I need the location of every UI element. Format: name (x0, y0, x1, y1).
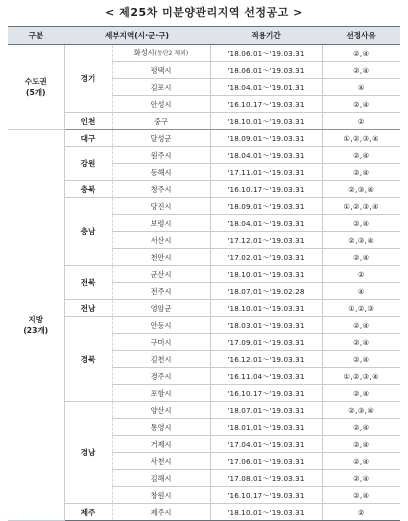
city-name: 김포시 (150, 82, 172, 92)
city-cell (112, 402, 210, 419)
header-region: 구분 (8, 27, 64, 45)
city-name: 화성시 (133, 48, 155, 57)
city-cell (112, 181, 210, 198)
header-reason: 선정사유 (322, 27, 400, 45)
city-name: 달성군 (150, 133, 172, 143)
table-row (8, 130, 400, 147)
period-cell: '17.12.01～'19.03.31 (210, 232, 322, 249)
reason-cell: ①,②,③,④ (322, 198, 400, 215)
city-cell (112, 96, 210, 113)
page-title: < 제25차 미분양관리지역 선정공고 > (105, 6, 303, 19)
period-cell: '18.04.01～'19.01.31 (210, 79, 322, 96)
city-name: 구미시 (150, 337, 172, 347)
city-cell (112, 79, 210, 96)
period-cell: '16.10.17～'19.03.31 (210, 181, 322, 198)
city-name: 당진시 (150, 201, 172, 211)
reason-cell: ①,②,③ (322, 300, 400, 317)
table-row (8, 266, 400, 283)
city-name: 보령시 (150, 218, 172, 228)
period-cell: '18.06.01～'19.03.31 (210, 45, 322, 62)
city-name: 사천시 (150, 456, 172, 466)
period-cell: '17.06.01～'19.03.31 (210, 453, 322, 470)
reason-cell: ②,④ (322, 45, 400, 62)
city-cell (112, 487, 210, 504)
city-name: 천안시 (150, 252, 172, 262)
period-cell: '16.10.17～'19.03.31 (210, 487, 322, 504)
reason-cell: ②,④ (322, 317, 400, 334)
city-cell (112, 453, 210, 470)
city-cell (112, 385, 210, 402)
province-cell: 대구 (64, 130, 112, 147)
table-row (8, 147, 400, 164)
reason-cell: ②,④ (322, 147, 400, 164)
region-count: (5개) (25, 88, 46, 97)
reason-cell: ②,④ (322, 249, 400, 266)
province-cell: 경북 (64, 317, 112, 402)
province-cell: 인천 (64, 113, 112, 130)
reason-cell: ② (322, 266, 400, 283)
reason-cell: ②,③,④ (322, 232, 400, 249)
reason-cell: ②,④ (322, 96, 400, 113)
city-name: 전주시 (150, 286, 172, 296)
reason-cell: ④ (322, 283, 400, 300)
reason-cell: ②,③,④ (322, 181, 400, 198)
table-header-row (8, 27, 400, 45)
table-row (8, 300, 400, 317)
period-cell: '17.08.01～'19.03.31 (210, 470, 322, 487)
city-cell (112, 283, 210, 300)
reason-cell: ①,②,③,④ (322, 368, 400, 385)
city-cell (112, 266, 210, 283)
designation-table (8, 26, 400, 521)
city-name: 제주시 (150, 507, 172, 517)
period-cell: '16.12.01～'19.03.31 (210, 351, 322, 368)
city-cell (112, 232, 210, 249)
reason-cell: ①,②,③,④ (322, 130, 400, 147)
city-cell (112, 470, 210, 487)
table-row (8, 317, 400, 334)
city-name: 군산시 (150, 269, 172, 279)
period-cell: '18.09.01～'19.03.31 (210, 198, 322, 215)
period-cell: '18.09.01～'19.03.31 (210, 130, 322, 147)
table-row (8, 198, 400, 215)
region-name: 지방 (28, 315, 44, 324)
period-cell: '18.06.01～'19.03.31 (210, 62, 322, 79)
city-cell (112, 147, 210, 164)
city-cell (112, 249, 210, 266)
reason-cell: ②,④ (322, 334, 400, 351)
city-name: 안동시 (150, 320, 172, 330)
period-cell: '18.04.01～'19.03.31 (210, 215, 322, 232)
period-cell: '16.11.04～'19.03.31 (210, 368, 322, 385)
city-name: 김천시 (150, 354, 172, 364)
table-row (8, 504, 400, 521)
table-row (8, 45, 400, 62)
period-cell: '16.10.17～'19.03.31 (210, 385, 322, 402)
city-name: 원주시 (150, 150, 172, 160)
province-cell: 제주 (64, 504, 112, 521)
period-cell: '17.02.01～'19.03.31 (210, 249, 322, 266)
period-cell: '17.11.01～'19.03.31 (210, 164, 322, 181)
period-cell: '17.04.01～'19.03.31 (210, 436, 322, 453)
city-name: 동해시 (150, 167, 172, 177)
province-cell: 충북 (64, 181, 112, 198)
region-cell (8, 45, 64, 130)
city-name: 통영시 (150, 422, 172, 432)
period-cell: '18.10.01～'19.03.31 (210, 113, 322, 130)
city-name: 포항시 (150, 388, 172, 398)
region-count: (23개) (23, 326, 49, 335)
reason-cell: ②,④ (322, 164, 400, 181)
period-cell: '18.07.01～'19.03.31 (210, 402, 322, 419)
reason-cell: ②,④ (322, 62, 400, 79)
period-cell: '18.10.01～'19.03.31 (210, 504, 322, 521)
reason-cell: ②,④ (322, 436, 400, 453)
province-cell: 경남 (64, 402, 112, 504)
city-name: 김해시 (150, 473, 172, 483)
city-name: 안성시 (150, 99, 172, 109)
city-name: 청주시 (150, 184, 172, 194)
city-name: 중구 (154, 116, 168, 126)
header-area: 세부지역(시·군·구) (64, 27, 210, 45)
reason-cell: ② (322, 113, 400, 130)
reason-cell: ②,④ (322, 419, 400, 436)
period-cell: '18.03.01～'19.03.31 (210, 317, 322, 334)
region-cell (8, 130, 64, 521)
city-name: 평택시 (150, 65, 172, 75)
city-cell (112, 317, 210, 334)
city-cell (112, 130, 210, 147)
region-name: 수도권 (24, 77, 47, 86)
city-name: 거제시 (150, 439, 172, 449)
table-row (8, 402, 400, 419)
city-name: 영암군 (150, 303, 172, 313)
period-cell: '18.10.01～'19.03.31 (210, 266, 322, 283)
city-cell (112, 215, 210, 232)
city-cell (112, 334, 210, 351)
table-body (8, 45, 400, 521)
period-cell: '18.01.01～'19.03.31 (210, 419, 322, 436)
city-name: 경주시 (150, 371, 172, 381)
reason-cell: ②,④ (322, 487, 400, 504)
table-row (8, 113, 400, 130)
city-cell (112, 198, 210, 215)
city-cell (112, 368, 210, 385)
city-cell (112, 113, 210, 130)
province-cell: 충남 (64, 198, 112, 266)
city-cell (112, 62, 210, 79)
header-period: 적용기간 (210, 27, 322, 45)
reason-cell: ②,④ (322, 453, 400, 470)
reason-cell: ②,④ (322, 385, 400, 402)
city-cell (112, 300, 210, 317)
city-cell (112, 45, 210, 62)
province-cell: 경기 (64, 45, 112, 113)
table-row (8, 181, 400, 198)
province-cell: 강원 (64, 147, 112, 181)
reason-cell: ②,④ (322, 351, 400, 368)
period-cell: '18.10.01～'19.03.31 (210, 300, 322, 317)
city-cell (112, 351, 210, 368)
period-cell: '18.04.01～'19.03.31 (210, 147, 322, 164)
city-name: 창원시 (150, 490, 172, 500)
city-name: 서산시 (150, 235, 172, 245)
period-cell: '16.10.17～'19.03.31 (210, 96, 322, 113)
city-note: (동탄2 제외) (154, 50, 189, 57)
city-name: 양산시 (150, 405, 172, 415)
period-cell: '18.07.01～'19.02.28 (210, 283, 322, 300)
city-cell (112, 504, 210, 521)
province-cell: 전남 (64, 300, 112, 317)
period-cell: '17.09.01～'19.03.31 (210, 334, 322, 351)
province-cell: 전북 (64, 266, 112, 300)
reason-cell: ②,④ (322, 215, 400, 232)
city-cell (112, 419, 210, 436)
reason-cell: ②,③,④ (322, 402, 400, 419)
reason-cell: ④ (322, 79, 400, 96)
city-cell (112, 164, 210, 181)
reason-cell: ② (322, 504, 400, 521)
reason-cell: ②,④ (322, 470, 400, 487)
